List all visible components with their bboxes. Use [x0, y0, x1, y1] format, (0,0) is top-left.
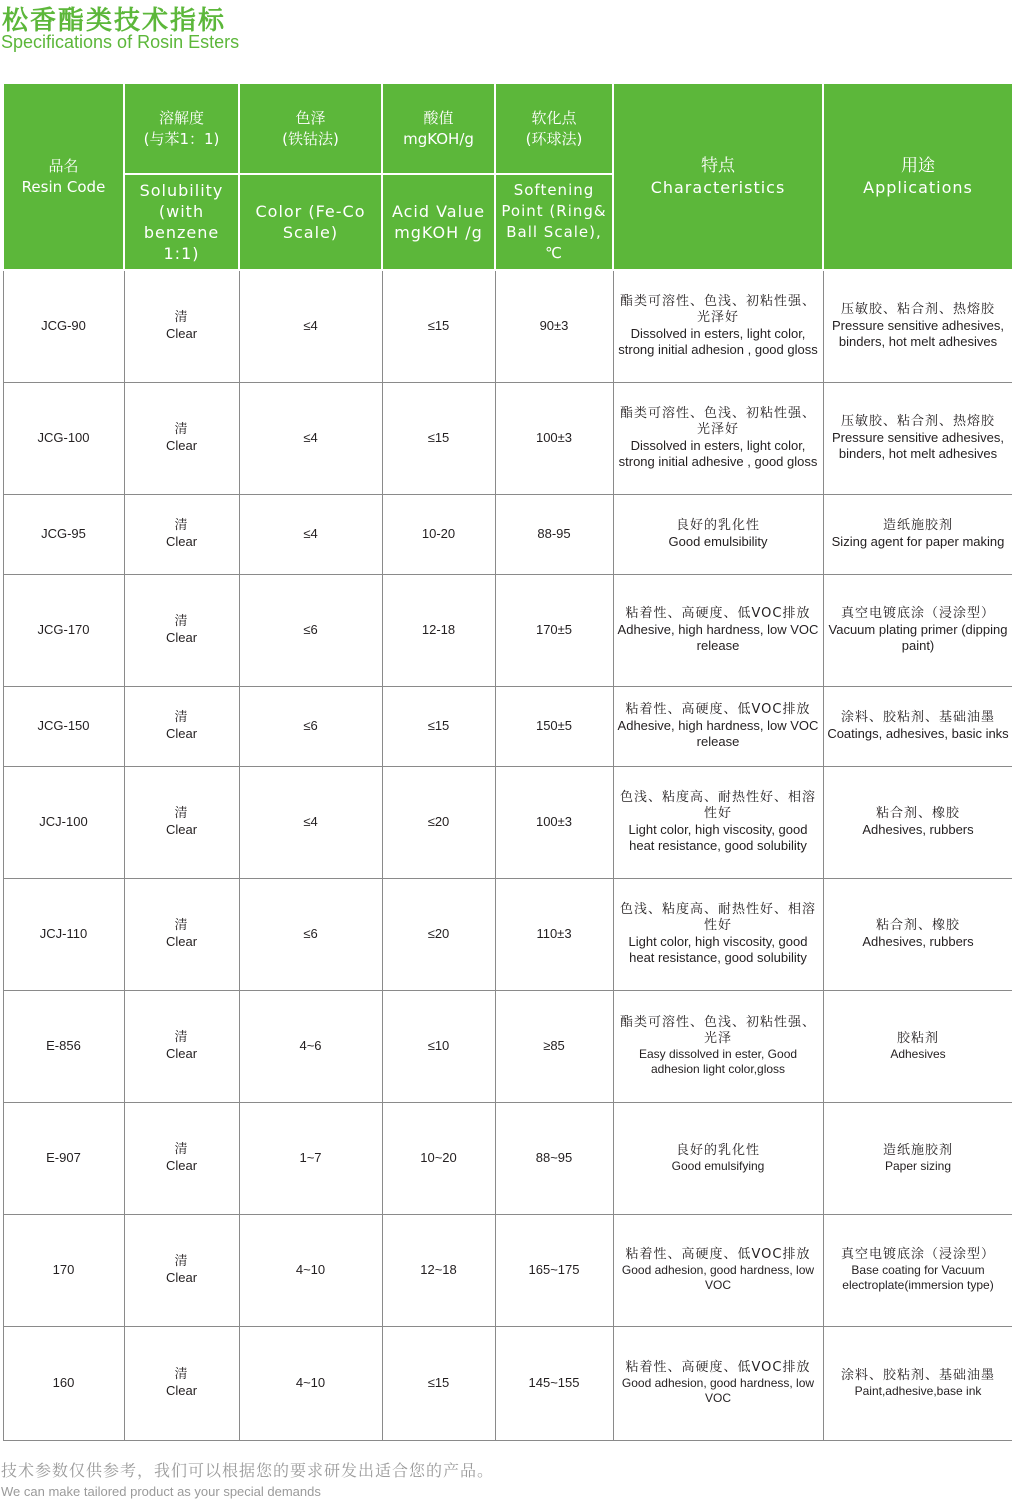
cell-characteristics: 粘着性、高硬度、低VOC排放 Adhesive, high hardness, low VOC release: [613, 686, 823, 766]
cell-color: 4~10: [239, 1214, 382, 1326]
cell-applications: 粘合剂、橡胶 Adhesives, rubbers: [823, 878, 1012, 990]
header-acid-cn: 酸值 mgKOH/g: [382, 83, 495, 174]
cell-characteristics: 良好的乳化性 Good emulsibility: [613, 494, 823, 574]
cell-softening-point: 165~175: [495, 1214, 613, 1326]
cell-softening-point: 170±5: [495, 574, 613, 686]
footer-note-en: We can make tailored product as your special demands: [1, 1484, 321, 1499]
cell-solubility: 清 Clear: [124, 766, 239, 878]
cell-color: 4~6: [239, 990, 382, 1102]
header-softening-cn: 软化点 (环球法): [495, 83, 613, 174]
header-resin-code: 品名 Resin Code: [3, 83, 124, 270]
page-subtitle: Specifications of Rosin Esters: [1, 32, 240, 52]
cell-softening-point: 88~95: [495, 1102, 613, 1214]
cell-resin-code: JCG-95: [3, 494, 124, 574]
table-row: [3, 766, 1012, 878]
cell-resin-code: 160: [3, 1326, 124, 1440]
cell-softening-point: ≥85: [495, 990, 613, 1102]
cell-solubility: 清 Clear: [124, 382, 239, 494]
cell-characteristics: 良好的乳化性 Good emulsifying: [613, 1102, 823, 1214]
cell-acid-value: ≤15: [382, 1326, 495, 1440]
cell-characteristics: 粘着性、高硬度、低VOC排放 Good adhesion, good hardness, low VOC: [613, 1326, 823, 1440]
cell-color: ≤4: [239, 270, 382, 382]
cell-softening-point: 100±3: [495, 766, 613, 878]
header-color-en: Color (Fe-Co Scale): [239, 174, 382, 270]
cell-solubility: 清 Clear: [124, 574, 239, 686]
cell-acid-value: ≤15: [382, 270, 495, 382]
cell-applications: 涂料、胶粘剂、基础油墨 Coatings, adhesives, basic inks: [823, 686, 1012, 766]
cell-solubility: 清 Clear: [124, 1214, 239, 1326]
cell-applications: 压敏胶、粘合剂、热熔胶 Pressure sensitive adhesives, binders, hot melt adhesives: [823, 382, 1012, 494]
cell-resin-code: E-856: [3, 990, 124, 1102]
cell-solubility: 清 Clear: [124, 1102, 239, 1214]
cell-solubility: 清 Clear: [124, 494, 239, 574]
cell-solubility: 清 Clear: [124, 990, 239, 1102]
footer-note-cn: 技术参数仅供参考，我们可以根据您的要求研发出适合您的产品。: [1, 1461, 495, 1480]
cell-applications: 涂料、胶粘剂、基础油墨 Paint,adhesive,base ink: [823, 1326, 1012, 1440]
cell-softening-point: 88-95: [495, 494, 613, 574]
cell-solubility: 清 Clear: [124, 878, 239, 990]
cell-characteristics: 色浅、粘度高、耐热性好、相溶性好 Light color, high viscosity, good heat resistance, good solubility: [613, 878, 823, 990]
cell-characteristics: 粘着性、高硬度、低VOC排放 Adhesive, high hardness, low VOC release: [613, 574, 823, 686]
cell-applications: 胶粘剂 Adhesives: [823, 990, 1012, 1102]
cell-applications: 压敏胶、粘合剂、热熔胶 Pressure sensitive adhesives, binders, hot melt adhesives: [823, 270, 1012, 382]
cell-resin-code: JCJ-110: [3, 878, 124, 990]
cell-resin-code: JCG-100: [3, 382, 124, 494]
cell-acid-value: 12-18: [382, 574, 495, 686]
cell-resin-code: JCG-90: [3, 270, 124, 382]
table-row: [3, 1214, 1012, 1326]
cell-resin-code: JCJ-100: [3, 766, 124, 878]
page-title: 松香酯类技术指标: [2, 6, 227, 36]
header-color-cn: 色泽 (铁钴法): [239, 83, 382, 174]
cell-color: ≤4: [239, 766, 382, 878]
table-row: [3, 878, 1012, 990]
cell-acid-value: 10~20: [382, 1102, 495, 1214]
table-row: [3, 494, 1012, 574]
table-row: [3, 1326, 1012, 1440]
cell-softening-point: 100±3: [495, 382, 613, 494]
cell-applications: 真空电镀底涂（浸涂型） Vacuum plating primer (dipping paint): [823, 574, 1012, 686]
cell-applications: 粘合剂、橡胶 Adhesives, rubbers: [823, 766, 1012, 878]
cell-characteristics: 酯类可溶性、色浅、初粘性强、光泽 Easy dissolved in ester, Good adhesion light color,gloss: [613, 990, 823, 1102]
cell-color: ≤6: [239, 878, 382, 990]
cell-resin-code: JCG-170: [3, 574, 124, 686]
cell-resin-code: JCG-150: [3, 686, 124, 766]
cell-softening-point: 110±3: [495, 878, 613, 990]
header-characteristics: 特点 Characteristics: [613, 83, 823, 270]
header-acid-en: Acid Value mgKOH /g: [382, 174, 495, 270]
header-solubility-en: Solubility (with benzene 1:1): [124, 174, 239, 270]
cell-resin-code: E-907: [3, 1102, 124, 1214]
table-row: [3, 270, 1012, 382]
cell-characteristics: 酯类可溶性、色浅、初粘性强、光泽好 Dissolved in esters, light color, strong initial adhesive , good gloss: [613, 382, 823, 494]
cell-solubility: 清 Clear: [124, 686, 239, 766]
cell-acid-value: ≤20: [382, 878, 495, 990]
cell-applications: 真空电镀底涂（浸涂型） Base coating for Vacuum electroplate(immersion type): [823, 1214, 1012, 1326]
cell-characteristics: 粘着性、高硬度、低VOC排放 Good adhesion, good hardness, low VOC: [613, 1214, 823, 1326]
cell-acid-value: ≤15: [382, 382, 495, 494]
cell-characteristics: 色浅、粘度高、耐热性好、相溶性好 Light color, high viscosity, good heat resistance, good solubility: [613, 766, 823, 878]
cell-acid-value: ≤20: [382, 766, 495, 878]
cell-color: 1~7: [239, 1102, 382, 1214]
cell-acid-value: 10-20: [382, 494, 495, 574]
header-applications: 用途 Applications: [823, 83, 1012, 270]
table-row: [3, 686, 1012, 766]
cell-color: ≤6: [239, 686, 382, 766]
cell-color: ≤6: [239, 574, 382, 686]
cell-acid-value: ≤10: [382, 990, 495, 1102]
table-row: [3, 990, 1012, 1102]
header-solubility-cn: 溶解度 (与苯1：1): [124, 83, 239, 174]
cell-color: ≤4: [239, 382, 382, 494]
cell-acid-value: ≤15: [382, 686, 495, 766]
spec-table: [2, 82, 1012, 1441]
cell-color: 4~10: [239, 1326, 382, 1440]
cell-solubility: 清 Clear: [124, 270, 239, 382]
cell-applications: 造纸施胶剂 Paper sizing: [823, 1102, 1012, 1214]
cell-color: ≤4: [239, 494, 382, 574]
table-row: [3, 1102, 1012, 1214]
cell-softening-point: 90±3: [495, 270, 613, 382]
table-row: [3, 574, 1012, 686]
header-softening-en: Softening Point (Ring& Ball Scale),℃: [495, 174, 613, 270]
table-row: [3, 382, 1012, 494]
cell-solubility: 清 Clear: [124, 1326, 239, 1440]
cell-acid-value: 12~18: [382, 1214, 495, 1326]
cell-softening-point: 150±5: [495, 686, 613, 766]
cell-characteristics: 酯类可溶性、色浅、初粘性强、光泽好 Dissolved in esters, light color, strong initial adhesion , good gloss: [613, 270, 823, 382]
cell-applications: 造纸施胶剂 Sizing agent for paper making: [823, 494, 1012, 574]
cell-softening-point: 145~155: [495, 1326, 613, 1440]
cell-resin-code: 170: [3, 1214, 124, 1326]
